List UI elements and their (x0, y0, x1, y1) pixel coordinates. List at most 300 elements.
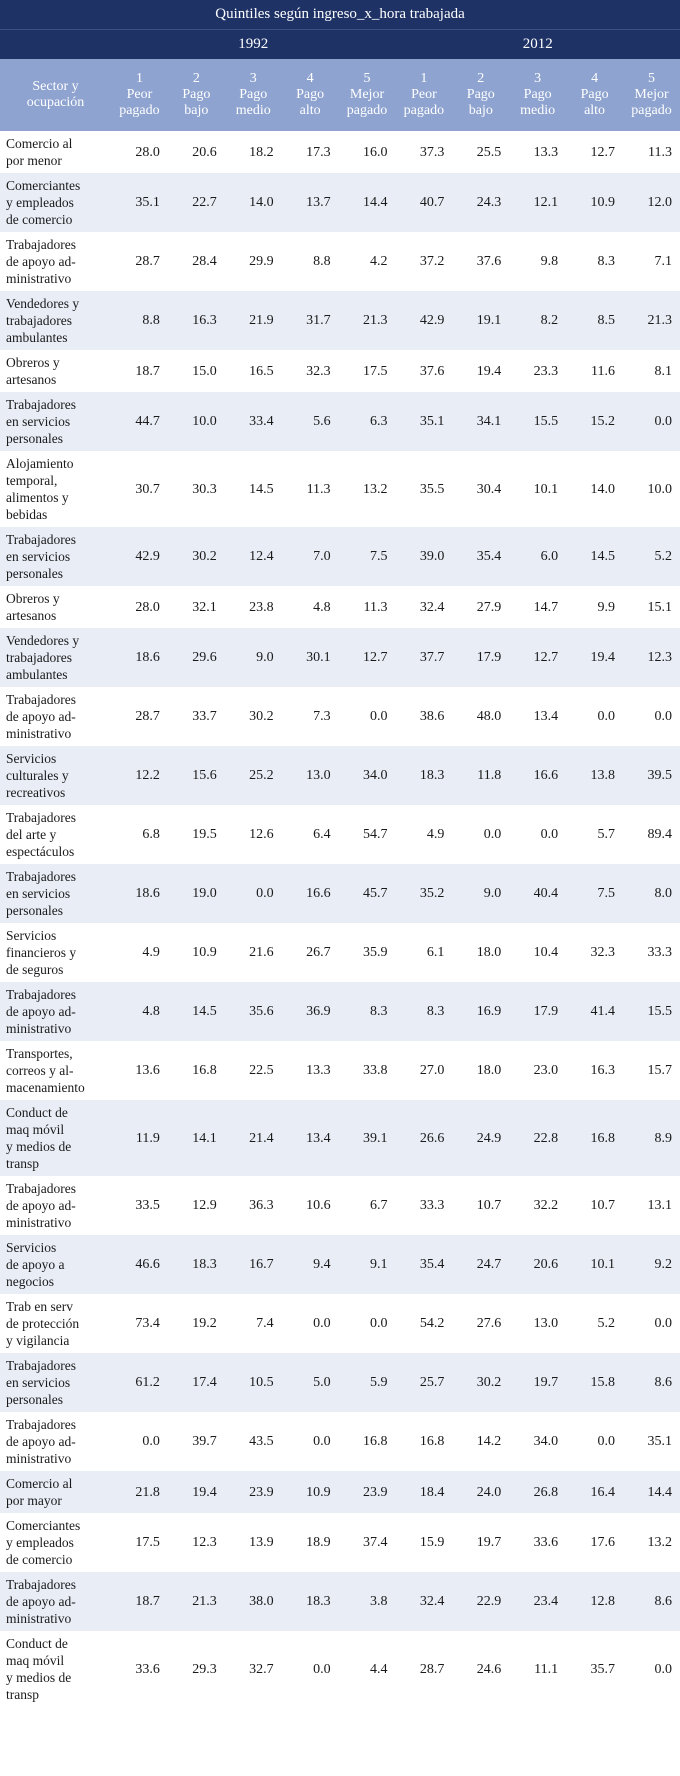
value-cell-1992-q2: 21.3 (168, 1572, 225, 1631)
value-cell-2012-q5: 13.2 (623, 1513, 680, 1572)
value-cell-1992-q3: 9.0 (225, 628, 282, 687)
value-cell-1992-q4: 26.7 (282, 923, 339, 982)
value-cell-1992-q4: 13.4 (282, 1100, 339, 1176)
sector-label: Comerciantes y empleados de comercio (0, 1513, 111, 1572)
value-cell-2012-q5: 10.0 (623, 451, 680, 527)
table-row (0, 1353, 680, 1412)
value-cell-2012-q2: 10.7 (452, 1176, 509, 1235)
table-row (0, 628, 680, 687)
sector-label: Vendedores y trabajadores ambulantes (0, 628, 111, 687)
value-cell-1992-q3: 35.6 (225, 982, 282, 1041)
value-cell-1992-q4: 32.3 (282, 350, 339, 392)
sector-label: Obreros y artesanos (0, 586, 111, 628)
value-cell-2012-q2: 19.1 (452, 291, 509, 350)
sector-label: Comercio al por mayor (0, 1471, 111, 1513)
value-cell-2012-q5: 15.1 (623, 586, 680, 628)
value-cell-1992-q3: 21.4 (225, 1100, 282, 1176)
value-cell-2012-q1: 32.4 (395, 586, 452, 628)
sector-label: Trabajadores de apoyo ad- ministrativo (0, 232, 111, 291)
table-row (0, 687, 680, 746)
value-cell-1992-q5: 16.8 (339, 1412, 396, 1471)
value-cell-1992-q4: 18.3 (282, 1572, 339, 1631)
sector-label: Conduct de maq móvil y medios de transp (0, 1631, 111, 1707)
value-cell-2012-q1: 37.2 (395, 232, 452, 291)
value-cell-2012-q5: 15.7 (623, 1041, 680, 1100)
value-cell-1992-q2: 30.3 (168, 451, 225, 527)
value-cell-1992-q1: 21.8 (111, 1471, 168, 1513)
value-cell-2012-q1: 54.2 (395, 1294, 452, 1353)
value-cell-2012-q1: 39.0 (395, 527, 452, 586)
value-cell-1992-q5: 9.1 (339, 1235, 396, 1294)
sector-label: Servicios culturales y recreativos (0, 746, 111, 805)
table-row (0, 1471, 680, 1513)
value-cell-2012-q1: 28.7 (395, 1631, 452, 1707)
value-cell-2012-q5: 7.1 (623, 232, 680, 291)
value-cell-1992-q2: 14.1 (168, 1100, 225, 1176)
value-cell-1992-q2: 15.0 (168, 350, 225, 392)
value-cell-1992-q3: 16.5 (225, 350, 282, 392)
value-cell-1992-q5: 11.3 (339, 586, 396, 628)
quintile-header-2012-5: 5 Mejor pagado (623, 59, 680, 131)
value-cell-2012-q1: 35.4 (395, 1235, 452, 1294)
value-cell-2012-q4: 5.7 (566, 805, 623, 864)
value-cell-2012-q2: 34.1 (452, 392, 509, 451)
value-cell-1992-q4: 0.0 (282, 1631, 339, 1707)
value-cell-2012-q2: 37.6 (452, 232, 509, 291)
quintile-header-1992-3: 3 Pago medio (225, 59, 282, 131)
sector-label: Trabajadores de apoyo ad- ministrativo (0, 687, 111, 746)
value-cell-2012-q2: 11.8 (452, 746, 509, 805)
value-cell-1992-q2: 16.8 (168, 1041, 225, 1100)
value-cell-1992-q3: 43.5 (225, 1412, 282, 1471)
value-cell-2012-q3: 13.3 (509, 131, 566, 173)
value-cell-1992-q1: 12.2 (111, 746, 168, 805)
value-cell-2012-q2: 25.5 (452, 131, 509, 173)
value-cell-1992-q2: 19.2 (168, 1294, 225, 1353)
value-cell-1992-q5: 34.0 (339, 746, 396, 805)
value-cell-2012-q3: 26.8 (509, 1471, 566, 1513)
value-cell-2012-q4: 7.5 (566, 864, 623, 923)
value-cell-1992-q4: 5.6 (282, 392, 339, 451)
value-cell-2012-q5: 11.3 (623, 131, 680, 173)
value-cell-2012-q1: 35.2 (395, 864, 452, 923)
value-cell-2012-q1: 33.3 (395, 1176, 452, 1235)
value-cell-1992-q5: 0.0 (339, 1294, 396, 1353)
value-cell-2012-q2: 14.2 (452, 1412, 509, 1471)
value-cell-1992-q5: 33.8 (339, 1041, 396, 1100)
table-row (0, 232, 680, 291)
value-cell-2012-q5: 39.5 (623, 746, 680, 805)
table-row (0, 1041, 680, 1100)
value-cell-2012-q4: 0.0 (566, 1412, 623, 1471)
value-cell-2012-q3: 12.7 (509, 628, 566, 687)
table-row (0, 586, 680, 628)
value-cell-1992-q5: 16.0 (339, 131, 396, 173)
value-cell-1992-q5: 37.4 (339, 1513, 396, 1572)
value-cell-1992-q5: 8.3 (339, 982, 396, 1041)
value-cell-1992-q1: 61.2 (111, 1353, 168, 1412)
quintile-header-2012-2: 2 Pago bajo (452, 59, 509, 131)
table-row (0, 1294, 680, 1353)
value-cell-2012-q5: 0.0 (623, 392, 680, 451)
table-row (0, 527, 680, 586)
value-cell-2012-q4: 35.7 (566, 1631, 623, 1707)
value-cell-2012-q1: 37.3 (395, 131, 452, 173)
value-cell-1992-q1: 18.7 (111, 350, 168, 392)
value-cell-2012-q2: 19.7 (452, 1513, 509, 1572)
value-cell-1992-q2: 12.3 (168, 1513, 225, 1572)
year-spacer (0, 30, 111, 60)
sector-label: Servicios de apoyo a negocios (0, 1235, 111, 1294)
value-cell-2012-q2: 24.6 (452, 1631, 509, 1707)
value-cell-1992-q1: 13.6 (111, 1041, 168, 1100)
table-row (0, 1412, 680, 1471)
value-cell-1992-q4: 7.3 (282, 687, 339, 746)
sector-label: Trabajadores en servicios personales (0, 864, 111, 923)
sector-header: Sector y ocupación (0, 59, 111, 131)
value-cell-1992-q3: 13.9 (225, 1513, 282, 1572)
value-cell-2012-q3: 8.2 (509, 291, 566, 350)
table-row (0, 1235, 680, 1294)
value-cell-2012-q5: 21.3 (623, 291, 680, 350)
value-cell-1992-q3: 38.0 (225, 1572, 282, 1631)
value-cell-2012-q4: 15.2 (566, 392, 623, 451)
value-cell-2012-q1: 15.9 (395, 1513, 452, 1572)
value-cell-1992-q5: 0.0 (339, 687, 396, 746)
value-cell-2012-q3: 14.7 (509, 586, 566, 628)
value-cell-2012-q1: 16.8 (395, 1412, 452, 1471)
value-cell-1992-q5: 14.4 (339, 173, 396, 232)
value-cell-1992-q5: 21.3 (339, 291, 396, 350)
value-cell-1992-q3: 29.9 (225, 232, 282, 291)
table-row (0, 864, 680, 923)
value-cell-2012-q3: 34.0 (509, 1412, 566, 1471)
sector-label: Trabajadores en servicios personales (0, 527, 111, 586)
sector-label: Trab en serv de protección y vigilancia (0, 1294, 111, 1353)
value-cell-2012-q3: 12.1 (509, 173, 566, 232)
value-cell-2012-q2: 19.4 (452, 350, 509, 392)
value-cell-1992-q2: 12.9 (168, 1176, 225, 1235)
value-cell-1992-q5: 6.7 (339, 1176, 396, 1235)
value-cell-1992-q2: 15.6 (168, 746, 225, 805)
value-cell-1992-q2: 19.0 (168, 864, 225, 923)
value-cell-2012-q1: 18.3 (395, 746, 452, 805)
value-cell-1992-q2: 30.2 (168, 527, 225, 586)
value-cell-1992-q1: 73.4 (111, 1294, 168, 1353)
value-cell-1992-q4: 10.9 (282, 1471, 339, 1513)
sector-label: Obreros y artesanos (0, 350, 111, 392)
value-cell-2012-q5: 35.1 (623, 1412, 680, 1471)
value-cell-2012-q4: 10.7 (566, 1176, 623, 1235)
value-cell-2012-q4: 0.0 (566, 687, 623, 746)
value-cell-2012-q4: 16.4 (566, 1471, 623, 1513)
table-row (0, 350, 680, 392)
value-cell-2012-q4: 16.8 (566, 1100, 623, 1176)
value-cell-2012-q2: 30.2 (452, 1353, 509, 1412)
table-row (0, 451, 680, 527)
value-cell-1992-q4: 17.3 (282, 131, 339, 173)
value-cell-1992-q2: 28.4 (168, 232, 225, 291)
value-cell-1992-q1: 17.5 (111, 1513, 168, 1572)
value-cell-2012-q2: 24.9 (452, 1100, 509, 1176)
value-cell-1992-q4: 0.0 (282, 1412, 339, 1471)
value-cell-1992-q1: 28.0 (111, 586, 168, 628)
table-row (0, 1100, 680, 1176)
value-cell-1992-q3: 10.5 (225, 1353, 282, 1412)
value-cell-1992-q4: 13.3 (282, 1041, 339, 1100)
value-cell-2012-q1: 4.9 (395, 805, 452, 864)
value-cell-2012-q3: 9.8 (509, 232, 566, 291)
value-cell-2012-q2: 17.9 (452, 628, 509, 687)
value-cell-1992-q4: 5.0 (282, 1353, 339, 1412)
value-cell-2012-q3: 10.4 (509, 923, 566, 982)
value-cell-2012-q3: 22.8 (509, 1100, 566, 1176)
year-1992: 1992 (111, 30, 395, 60)
value-cell-1992-q1: 0.0 (111, 1412, 168, 1471)
value-cell-1992-q1: 44.7 (111, 392, 168, 451)
value-cell-2012-q4: 12.7 (566, 131, 623, 173)
value-cell-2012-q5: 9.2 (623, 1235, 680, 1294)
value-cell-2012-q1: 42.9 (395, 291, 452, 350)
value-cell-1992-q2: 14.5 (168, 982, 225, 1041)
value-cell-1992-q1: 28.7 (111, 687, 168, 746)
value-cell-1992-q4: 0.0 (282, 1294, 339, 1353)
value-cell-2012-q3: 0.0 (509, 805, 566, 864)
value-cell-1992-q3: 36.3 (225, 1176, 282, 1235)
value-cell-1992-q3: 23.9 (225, 1471, 282, 1513)
value-cell-1992-q5: 5.9 (339, 1353, 396, 1412)
value-cell-1992-q2: 20.6 (168, 131, 225, 173)
value-cell-1992-q3: 25.2 (225, 746, 282, 805)
table-row (0, 1176, 680, 1235)
value-cell-2012-q4: 13.8 (566, 746, 623, 805)
value-cell-2012-q2: 18.0 (452, 1041, 509, 1100)
value-cell-2012-q5: 14.4 (623, 1471, 680, 1513)
value-cell-2012-q2: 27.6 (452, 1294, 509, 1353)
value-cell-2012-q5: 0.0 (623, 1294, 680, 1353)
value-cell-1992-q4: 6.4 (282, 805, 339, 864)
value-cell-2012-q1: 38.6 (395, 687, 452, 746)
value-cell-1992-q3: 22.5 (225, 1041, 282, 1100)
value-cell-1992-q1: 46.6 (111, 1235, 168, 1294)
table-row (0, 392, 680, 451)
quintile-header-1992-1: 1 Peor pagado (111, 59, 168, 131)
value-cell-1992-q2: 29.3 (168, 1631, 225, 1707)
value-cell-1992-q2: 39.7 (168, 1412, 225, 1471)
value-cell-1992-q5: 35.9 (339, 923, 396, 982)
sector-label: Conduct de maq móvil y medios de transp (0, 1100, 111, 1176)
value-cell-1992-q3: 18.2 (225, 131, 282, 173)
value-cell-1992-q4: 30.1 (282, 628, 339, 687)
value-cell-1992-q2: 10.9 (168, 923, 225, 982)
table-row (0, 291, 680, 350)
sector-label: Alojamiento temporal, alimentos y bebidas (0, 451, 111, 527)
sector-label: Transportes, correos y al- macenamiento (0, 1041, 111, 1100)
value-cell-2012-q5: 8.1 (623, 350, 680, 392)
quintile-header-1992-2: 2 Pago bajo (168, 59, 225, 131)
value-cell-2012-q2: 0.0 (452, 805, 509, 864)
value-cell-2012-q2: 30.4 (452, 451, 509, 527)
value-cell-2012-q4: 8.3 (566, 232, 623, 291)
value-cell-2012-q4: 10.9 (566, 173, 623, 232)
sector-label: Trabajadores de apoyo ad- ministrativo (0, 982, 111, 1041)
value-cell-1992-q4: 4.8 (282, 586, 339, 628)
value-cell-2012-q4: 10.1 (566, 1235, 623, 1294)
table-row (0, 746, 680, 805)
value-cell-2012-q1: 27.0 (395, 1041, 452, 1100)
sector-label: Trabajadores en servicios personales (0, 1353, 111, 1412)
table-row (0, 173, 680, 232)
value-cell-2012-q4: 8.5 (566, 291, 623, 350)
table-row (0, 923, 680, 982)
value-cell-2012-q5: 8.6 (623, 1572, 680, 1631)
value-cell-1992-q1: 8.8 (111, 291, 168, 350)
sector-label: Trabajadores de apoyo ad- ministrativo (0, 1572, 111, 1631)
value-cell-2012-q5: 8.9 (623, 1100, 680, 1176)
value-cell-1992-q4: 13.0 (282, 746, 339, 805)
value-cell-2012-q3: 23.3 (509, 350, 566, 392)
value-cell-2012-q3: 6.0 (509, 527, 566, 586)
table-row (0, 1572, 680, 1631)
quintile-header-1992-5: 5 Mejor pagado (339, 59, 396, 131)
value-cell-1992-q4: 11.3 (282, 451, 339, 527)
value-cell-2012-q5: 89.4 (623, 805, 680, 864)
value-cell-2012-q3: 13.4 (509, 687, 566, 746)
value-cell-2012-q2: 22.9 (452, 1572, 509, 1631)
value-cell-1992-q3: 21.9 (225, 291, 282, 350)
value-cell-1992-q4: 13.7 (282, 173, 339, 232)
value-cell-1992-q5: 13.2 (339, 451, 396, 527)
value-cell-2012-q5: 13.1 (623, 1176, 680, 1235)
value-cell-1992-q5: 54.7 (339, 805, 396, 864)
value-cell-1992-q5: 45.7 (339, 864, 396, 923)
table-row (0, 1631, 680, 1707)
value-cell-1992-q3: 32.7 (225, 1631, 282, 1707)
value-cell-1992-q4: 9.4 (282, 1235, 339, 1294)
value-cell-2012-q1: 37.7 (395, 628, 452, 687)
value-cell-2012-q2: 24.7 (452, 1235, 509, 1294)
value-cell-2012-q3: 40.4 (509, 864, 566, 923)
value-cell-2012-q1: 35.1 (395, 392, 452, 451)
value-cell-2012-q3: 20.6 (509, 1235, 566, 1294)
value-cell-1992-q3: 14.5 (225, 451, 282, 527)
value-cell-1992-q3: 16.7 (225, 1235, 282, 1294)
value-cell-1992-q2: 19.5 (168, 805, 225, 864)
sector-label: Vendedores y trabajadores ambulantes (0, 291, 111, 350)
value-cell-2012-q4: 16.3 (566, 1041, 623, 1100)
value-cell-1992-q5: 39.1 (339, 1100, 396, 1176)
value-cell-2012-q3: 23.4 (509, 1572, 566, 1631)
value-cell-1992-q4: 18.9 (282, 1513, 339, 1572)
value-cell-2012-q3: 33.6 (509, 1513, 566, 1572)
value-cell-2012-q3: 11.1 (509, 1631, 566, 1707)
sector-label: Comerciantes y empleados de comercio (0, 173, 111, 232)
value-cell-2012-q2: 24.0 (452, 1471, 509, 1513)
sector-label: Servicios financieros y de seguros (0, 923, 111, 982)
value-cell-2012-q1: 37.6 (395, 350, 452, 392)
value-cell-2012-q1: 40.7 (395, 173, 452, 232)
value-cell-1992-q1: 28.0 (111, 131, 168, 173)
value-cell-2012-q5: 0.0 (623, 687, 680, 746)
value-cell-1992-q2: 33.7 (168, 687, 225, 746)
value-cell-1992-q5: 4.2 (339, 232, 396, 291)
value-cell-2012-q3: 19.7 (509, 1353, 566, 1412)
value-cell-1992-q4: 10.6 (282, 1176, 339, 1235)
value-cell-2012-q3: 10.1 (509, 451, 566, 527)
value-cell-1992-q3: 12.6 (225, 805, 282, 864)
value-cell-1992-q1: 4.9 (111, 923, 168, 982)
quintile-header-2012-4: 4 Pago alto (566, 59, 623, 131)
value-cell-2012-q4: 17.6 (566, 1513, 623, 1572)
value-cell-1992-q2: 19.4 (168, 1471, 225, 1513)
value-cell-1992-q3: 30.2 (225, 687, 282, 746)
value-cell-2012-q1: 6.1 (395, 923, 452, 982)
value-cell-1992-q3: 0.0 (225, 864, 282, 923)
value-cell-1992-q2: 29.6 (168, 628, 225, 687)
value-cell-1992-q4: 8.8 (282, 232, 339, 291)
value-cell-1992-q2: 10.0 (168, 392, 225, 451)
value-cell-1992-q4: 31.7 (282, 291, 339, 350)
value-cell-2012-q4: 15.8 (566, 1353, 623, 1412)
value-cell-2012-q1: 26.6 (395, 1100, 452, 1176)
value-cell-1992-q2: 17.4 (168, 1353, 225, 1412)
value-cell-1992-q4: 7.0 (282, 527, 339, 586)
value-cell-2012-q4: 9.9 (566, 586, 623, 628)
value-cell-2012-q5: 12.3 (623, 628, 680, 687)
value-cell-1992-q5: 3.8 (339, 1572, 396, 1631)
value-cell-1992-q2: 18.3 (168, 1235, 225, 1294)
value-cell-2012-q4: 5.2 (566, 1294, 623, 1353)
value-cell-2012-q2: 16.9 (452, 982, 509, 1041)
value-cell-2012-q5: 12.0 (623, 173, 680, 232)
value-cell-2012-q2: 9.0 (452, 864, 509, 923)
value-cell-2012-q4: 11.6 (566, 350, 623, 392)
value-cell-2012-q1: 35.5 (395, 451, 452, 527)
sector-label: Trabajadores del arte y espectáculos (0, 805, 111, 864)
value-cell-1992-q5: 4.4 (339, 1631, 396, 1707)
value-cell-1992-q4: 16.6 (282, 864, 339, 923)
value-cell-1992-q1: 33.6 (111, 1631, 168, 1707)
value-cell-2012-q4: 32.3 (566, 923, 623, 982)
value-cell-2012-q2: 27.9 (452, 586, 509, 628)
value-cell-2012-q3: 17.9 (509, 982, 566, 1041)
value-cell-2012-q2: 35.4 (452, 527, 509, 586)
value-cell-1992-q3: 21.6 (225, 923, 282, 982)
sector-label: Trabajadores de apoyo ad- ministrativo (0, 1176, 111, 1235)
value-cell-2012-q4: 14.5 (566, 527, 623, 586)
value-cell-1992-q1: 35.1 (111, 173, 168, 232)
value-cell-1992-q1: 18.6 (111, 628, 168, 687)
value-cell-1992-q1: 11.9 (111, 1100, 168, 1176)
year-2012: 2012 (395, 30, 680, 60)
value-cell-2012-q1: 25.7 (395, 1353, 452, 1412)
value-cell-1992-q5: 6.3 (339, 392, 396, 451)
value-cell-1992-q1: 6.8 (111, 805, 168, 864)
value-cell-1992-q1: 28.7 (111, 232, 168, 291)
value-cell-1992-q1: 4.8 (111, 982, 168, 1041)
value-cell-2012-q1: 8.3 (395, 982, 452, 1041)
value-cell-2012-q5: 0.0 (623, 1631, 680, 1707)
table-row (0, 131, 680, 173)
value-cell-1992-q3: 14.0 (225, 173, 282, 232)
sector-label: Trabajadores de apoyo ad- ministrativo (0, 1412, 111, 1471)
value-cell-1992-q3: 12.4 (225, 527, 282, 586)
value-cell-2012-q3: 23.0 (509, 1041, 566, 1100)
value-cell-2012-q1: 18.4 (395, 1471, 452, 1513)
table-body (0, 131, 680, 1707)
value-cell-1992-q5: 12.7 (339, 628, 396, 687)
quintile-header-2012-1: 1 Peor pagado (395, 59, 452, 131)
